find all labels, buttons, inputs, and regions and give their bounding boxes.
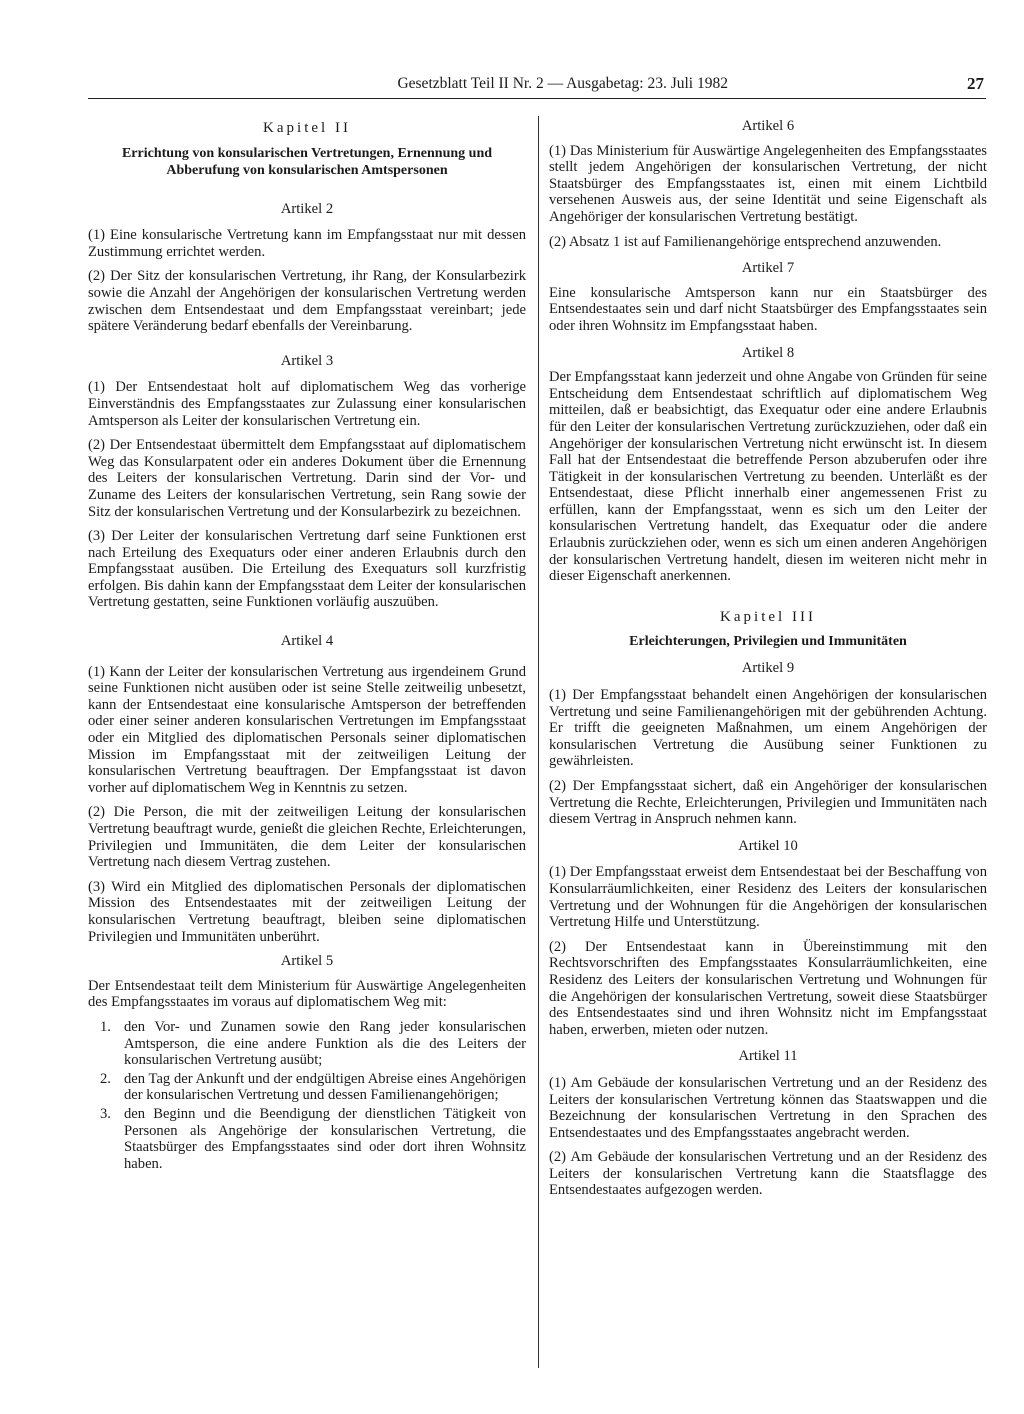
- article-heading: Artikel 11: [738, 1048, 798, 1065]
- list-item-text: den Beginn und die Beendigung der dienstlichen Tätigkeit von Personen als Angehörige der konsularischen Vertretung, die Staatsbürger des Empfangsstaates sind oder dort ihren Wohnsitz haben.: [124, 1105, 526, 1172]
- article-paragraph: (3) Der Leiter der konsularischen Vertretung darf seine Funktionen erst nach Erteilung des Exequaturs oder einer anderen Erlaubnis durch den Empfangsstaat ausüben. Die Erteilung des Exequaturs soll kurzfristig erfolgen. Bis dahin kann der Empfangsstaat dem Leiter der konsularischen Vertretung gestatten, seine Funktionen vorläufig auszuüben.: [88, 528, 526, 611]
- list-item-number: 1.: [100, 1018, 111, 1035]
- list-item-text: den Tag der Ankunft und der endgültigen Abreise eines Angehörigen der konsularischen Vertretung und dessen Familienangehörigen;: [124, 1070, 526, 1104]
- article-heading: Artikel 2: [280, 200, 334, 217]
- article-paragraph: (2) Der Entsendestaat übermittelt dem Empfangsstaat auf diplomatischem Weg das Konsularpatent oder ein anderes Dokument über die Ernennung des Leiters der konsularischen Vertretung. Darin sind der Vor- und Zuname des Leiters der konsularischen Vertretung, sein Rang sowie der Sitz der konsularischen Vertretung und der Konsularbezirk zu bezeichnen.: [88, 437, 526, 520]
- article-paragraph: (1) Der Entsendestaat holt auf diplomatischem Weg das vorherige Einverständnis des Empfangsstaates zur Zulassung einer konsularischen Amtsperson als Leiter der konsularischen Vertretung ein.: [88, 379, 526, 429]
- article-paragraph: (2) Absatz 1 ist auf Familienangehörige entsprechend anzuwenden.: [549, 233, 942, 250]
- list-item-number: 2.: [100, 1070, 111, 1087]
- chapter-title: Erleichterungen, Privilegien und Immunitäten: [629, 634, 907, 650]
- article-paragraph: Der Entsendestaat teilt dem Ministerium für Auswärtige Angelegenheiten des Empfangsstaates im voraus auf diplomatischem Weg mit:: [88, 977, 526, 1011]
- header-title: Gesetzblatt Teil II Nr. 2 — Ausgabetag: 23. Juli 1982: [397, 75, 728, 92]
- article-paragraph: (2) Der Entsendestaat kann in Übereinstimmung mit den Rechtsvorschriften des Empfangsstaates Konsularräumlichkeiten, eine Residenz des Leiters der konsularischen Vertretung und Wohnungen für die Angehörigen der konsularischen Vertretung, soweit diese Staatsbürger des Entsendestaates sind und ihren Wohnsitz nicht im Empfangsstaat haben, erwerben, mieten oder nutzen.: [549, 938, 987, 1038]
- page-number: 27: [967, 74, 984, 93]
- article-heading: Artikel 8: [741, 344, 795, 361]
- article-heading: Artikel 5: [280, 953, 334, 970]
- article-heading: Artikel 10: [738, 837, 798, 854]
- numbered-list: [88, 1019, 526, 1172]
- article-paragraph: (1) Der Empfangsstaat behandelt einen Angehörigen der konsularischen Vertretung und seine Familienangehörigen mit der gebührenden Achtung. Er trifft die geeigneten Maßnahmen, um einem Angehörigen der konsularischen Vertretung die Ausübung seiner Funktionen zu gewährleisten.: [549, 687, 987, 770]
- article-paragraph: (1) Der Empfangsstaat erweist dem Entsendestaat bei der Beschaffung von Konsularräumlichkeiten, einer Residenz des Leiters der konsularischen Vertretung und der Wohnungen für die Angehörigen der konsularischen Vertretung Hilfe und Unterstützung.: [549, 864, 987, 931]
- article-paragraph: (1) Am Gebäude der konsularischen Vertretung und an der Residenz des Leiters der konsularischen Vertretung können das Staatswappen und die Bezeichnung der konsularischen Vertretung in den Sprachen des Entsendestaates und des Empfangsstaates angebracht werden.: [549, 1074, 987, 1141]
- article-paragraph: Eine konsularische Amtsperson kann nur ein Staatsbürger des Entsendestaates sein und darf nicht Staatsbürger des Empfangsstaates sein oder ihren Wohnsitz im Empfangsstaat haben.: [549, 284, 987, 334]
- chapter-title: Errichtung von konsularischen Vertretungen, Ernennung und Abberufung von konsularischen Amtspersonen: [121, 145, 493, 178]
- article-heading: Artikel 4: [280, 633, 334, 650]
- page-header: [88, 74, 986, 99]
- chapter-label: Kapitel III: [720, 608, 816, 625]
- article-paragraph: (2) Am Gebäude der konsularischen Vertretung und an der Residenz des Leiters der konsularischen Vertretung kann die Staatsflagge des Entsendestaates aufgezogen werden.: [549, 1149, 987, 1199]
- list-item-number: 3.: [100, 1105, 111, 1122]
- article-paragraph: (2) Die Person, die mit der zeitweiligen Leitung der konsularischen Vertretung beauftragt wurde, genießt die gleichen Rechte, Erleichterungen, Privilegien und Immunitäten, die dem Leiter der konsularischen Vertretung nach diesem Vertrag zustehen.: [88, 804, 526, 871]
- article-heading: Artikel 7: [741, 260, 795, 277]
- list-item-text: den Vor- und Zunamen sowie den Rang jeder konsularischen Amtsperson, die eine andere Funktion als die des Leiters der konsularischen Vertretung ausübt;: [124, 1018, 526, 1069]
- list-item: [88, 1019, 526, 1069]
- chapter-label: Kapitel II: [263, 120, 351, 136]
- article-paragraph: (1) Das Ministerium für Auswärtige Angelegenheiten des Empfangsstaates stellt jedem Angehörigen der konsularischen Vertretung, der nicht Staatsbürger des Empfangsstaates ist, einen mit einem Lichtbild versehenen Ausweis aus, der seine Identität und seine Eigenschaft als Angehöriger der konsularischen Vertretung bestätigt.: [549, 142, 987, 225]
- list-item: [88, 1106, 526, 1172]
- article-heading: Artikel 9: [741, 660, 795, 677]
- article-heading: Artikel 3: [280, 352, 334, 369]
- right-column: [549, 116, 987, 1207]
- left-column: [88, 116, 526, 1174]
- article-paragraph: (1) Kann der Leiter der konsularischen Vertretung aus irgendeinem Grund seine Funktionen nicht ausüben oder ist seine Stelle zeitweilig unbesetzt, kann der Entsendestaat eine konsularische Amtsperson der betreffenden oder einer seiner anderen konsularischen Vertretungen im Empfangsstaat oder ein Mitglied des diplomatischen Personals seiner diplomatischen Mission im Empfangsstaat mit der zeitweiligen Leitung der konsularischen Vertretung beauftragen. Der Empfangsstaat ist davon vorher auf diplomatischem Weg in Kenntnis zu setzen.: [88, 663, 526, 796]
- article-paragraph: Der Empfangsstaat kann jederzeit und ohne Angabe von Gründen für seine Entscheidung dem Entsendestaat schriftlich auf diplomatischem Weg mitteilen, daß er beabsichtigt, das Exequatur oder eine andere Erlaubnis für den Leiter der konsularischen Vertretung zurückzuziehen, oder daß ein Angehöriger der konsularischen Vertretung nicht erwünscht ist. In diesem Fall hat der Entsendestaat die betreffende Person abzuberufen oder ihre Tätigkeit in der konsularischen Vertretung zu beenden. Unterläßt es der Entsendestaat, diese Pflicht innerhalb einer angemessenen Frist zu erfüllen, kann der Empfangsstaat, wenn es sich um den Leiter der konsularischen Vertretung handelt, das Exequatur oder die andere Erlaubnis zurückziehen oder, wenn es sich um einen anderen Angehörigen der konsularischen Vertretung handelt, diesen im weiteren nicht mehr in dieser Eigenschaft anerkennen.: [549, 369, 987, 585]
- list-item: [88, 1071, 526, 1104]
- article-paragraph: (1) Eine konsularische Vertretung kann im Empfangsstaat nur mit dessen Zustimmung errichtet werden.: [88, 227, 526, 260]
- article-paragraph: (2) Der Empfangsstaat sichert, daß ein Angehöriger der konsularischen Vertretung die Rechte, Erleichterungen, Privilegien und Immunitäten nach diesem Vertrag in Anspruch nehmen kann.: [549, 778, 987, 828]
- article-paragraph: (3) Wird ein Mitglied des diplomatischen Personals der diplomatischen Mission des Entsendestaates mit der zeitweiligen Leitung der konsularischen Vertretung beauftragt, bleiben seine diplomatischen Privilegien und Immunitäten unberührt.: [88, 878, 526, 945]
- column-divider: [538, 116, 539, 1368]
- article-paragraph: (2) Der Sitz der konsularischen Vertretung, ihr Rang, der Konsularbezirk sowie die Anzahl der Angehörigen der konsularischen Vertretung werden zwischen dem Entsendestaat und dem Empfangsstaat vereinbart; jede spätere Veränderung bedarf ebenfalls der Vereinbarung.: [88, 268, 526, 335]
- article-heading: Artikel 6: [741, 118, 795, 134]
